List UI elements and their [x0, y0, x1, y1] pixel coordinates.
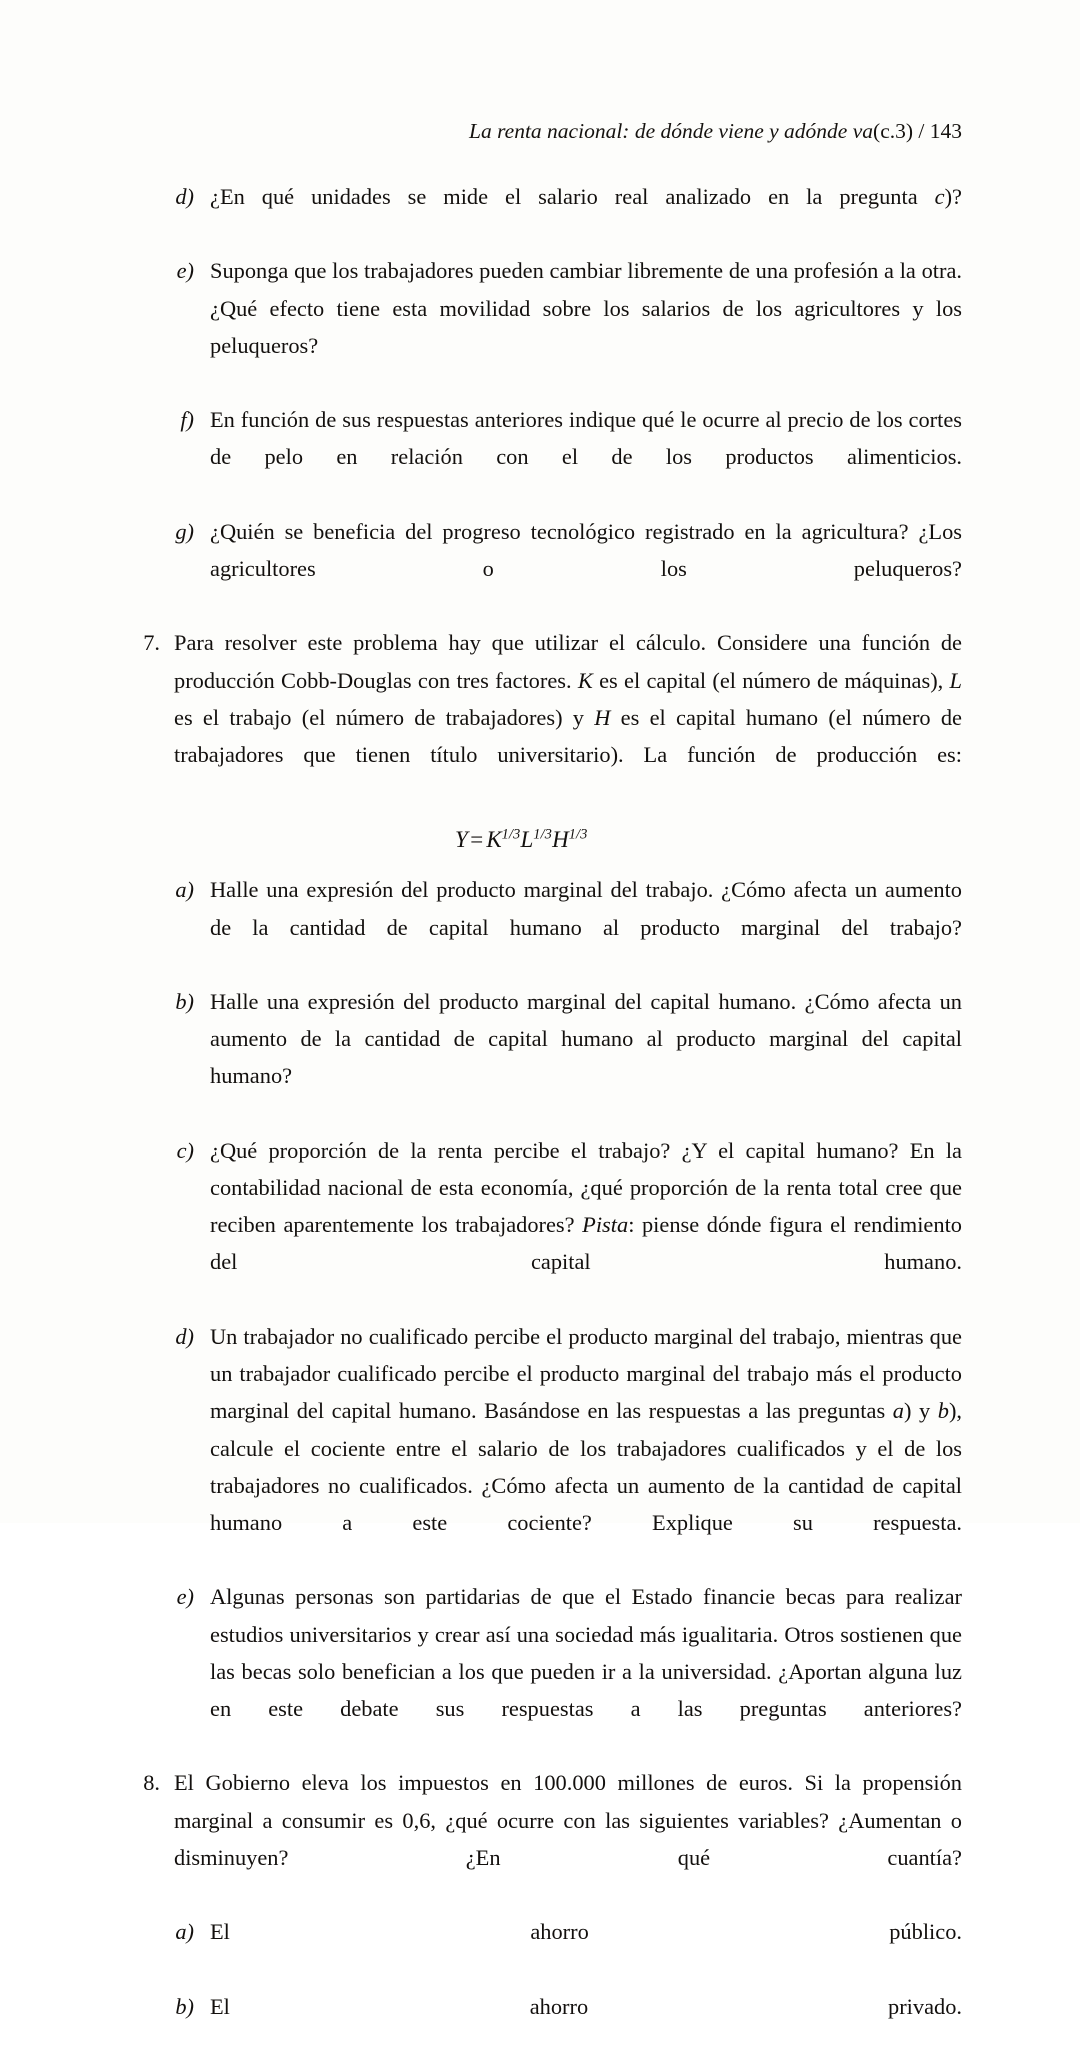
inline-reference: a — [892, 1398, 904, 1424]
item-text-part: es el capital (el número de máquinas), — [592, 667, 950, 693]
list-item-text-part: ) y — [903, 1398, 938, 1424]
variable-l: L — [949, 667, 962, 693]
list-item — [118, 1132, 962, 1318]
formula-term-l: L — [520, 827, 534, 853]
list-marker: 7. — [143, 630, 160, 656]
list-marker: 8. — [143, 1770, 160, 1796]
list-marker: f) — [180, 407, 194, 433]
formula-lhs: Y — [455, 827, 468, 853]
list-item-text — [210, 1132, 962, 1318]
list-item-text-part: Un trabajador no cualificado percibe el producto marginal del trabajo, mientras que un trabajador cualificado percibe el producto marginal del trabajo más el producto marginal del capital humano. Basándose en las respuestas a las preguntas — [210, 1323, 962, 1424]
list-item — [118, 513, 962, 625]
list-item — [118, 1988, 962, 2062]
list-item-text: ¿Quién se beneficia del progreso tecnológico registrado en la agricultura? ¿Los agricultores o los peluqueros? — [210, 518, 962, 582]
list-marker: b) — [175, 989, 194, 1015]
list-item-text: En función de sus respuestas anteriores indique qué le ocurre al precio de los cortes de pelo en relación con el de los productos alimenticios. — [210, 407, 962, 470]
list-marker: e) — [176, 258, 194, 284]
inline-reference: b — [937, 1398, 949, 1424]
item-text-part: es el trabajo (el número de trabajadores) y — [174, 704, 595, 730]
list-item-text-part: ), calcule el cociente entre el salario de los trabajadores cualificados y el de los trabajadores no cualificados. ¿Cómo afecta un aumento de la cantidad de capital humano a este cociente? Explique su respuesta. — [210, 1398, 962, 1535]
list-item-text: Suponga que los trabajadores pueden cambiar libremente de una profesión a la otra. ¿Qué efecto tiene esta movilidad sobre los salarios de los agricultores y los peluqueros? — [210, 258, 962, 358]
list-marker: g) — [175, 518, 194, 544]
list-item — [118, 871, 962, 983]
list-item — [118, 178, 962, 252]
list-item-text: Halle una expresión del producto marginal del trabajo. ¿Cómo afecta un aumento de la cantidad de capital humano al producto marginal del trabajo? — [210, 877, 962, 940]
list-item — [118, 1913, 962, 1987]
list-item-text-part: : piense dónde figura el rendimiento del capital humano. — [210, 1212, 962, 1275]
running-head — [118, 118, 962, 145]
list-item-text: Halle una expresión del producto marginal del capital humano. ¿Cómo afecta un aumento de la cantidad de capital humano al producto marginal del capital humano? — [210, 989, 962, 1089]
list-item-text-part: )? — [944, 184, 962, 209]
running-head-folio: (c.3) / 143 — [873, 119, 962, 143]
list-marker: c) — [176, 1137, 194, 1163]
list-item — [118, 1318, 962, 1578]
formula-term-h: H — [552, 827, 569, 853]
hint-label: Pista — [582, 1212, 629, 1238]
running-head-title: La renta nacional: de dónde viene y adónde va — [469, 119, 874, 143]
list-marker: e) — [176, 1584, 194, 1610]
list-item-text-part: ¿Qué proporción de la renta percibe el trabajo? ¿Y el capital humano? En la contabilidad nacional de esta economía, ¿qué proporción de la renta total cree que reciben aparentemente los trabajadores? — [210, 1137, 962, 1238]
list-marker: a) — [175, 877, 194, 903]
list-item-text: Algunas personas son partidarias de que el Estado financie becas para realizar estudios universitarios y crear así una sociedad más igualitaria. Otros sostienen que las becas solo benefician a los que pueden ir a la universidad. ¿Aportan alguna luz en este debate sus respuestas a las preguntas anteriores? — [210, 1584, 962, 1721]
list-marker: d) — [175, 1323, 194, 1349]
numbered-item-text: El Gobierno eleva los impuestos en 100.000 millones de euros. Si la propensión marginal a consumir es 0,6, ¿qué ocurre con las siguientes variables? ¿Aumentan o disminuyen? ¿En qué cuantía? — [174, 1770, 962, 1870]
list-item — [118, 252, 962, 401]
numbered-item-text — [174, 624, 962, 810]
list-item — [118, 401, 962, 513]
list-item — [118, 1578, 962, 1764]
list-item-text: El ahorro público. — [210, 1919, 962, 1945]
inline-reference: c — [934, 184, 945, 209]
item-text-part: Para resolver este problema hay que utilizar el cálculo. Considere una función de producción Cobb-Douglas con tres factores. — [174, 630, 962, 693]
list-marker: b) — [175, 1993, 194, 2019]
formula-exp-l: 1/3 — [533, 826, 553, 843]
item-text-part: es el capital humano (el número de trabajadores que tienen título universitario). La función de producción es: — [174, 704, 962, 768]
list-marker: a) — [175, 1919, 194, 1945]
formula-exp-h: 1/3 — [568, 826, 588, 843]
list-item — [118, 983, 962, 1132]
list-item-text — [210, 1318, 962, 1578]
page-body — [118, 178, 962, 2062]
display-formula — [118, 823, 962, 857]
formula-exp-k: 1/3 — [501, 826, 521, 843]
list-item-text — [210, 178, 962, 252]
numbered-item-7 — [118, 624, 962, 810]
list-marker: d) — [175, 184, 194, 209]
formula-equals: = — [468, 827, 485, 853]
variable-h: H — [594, 704, 611, 730]
list-item-text: El ahorro privado. — [210, 1993, 962, 2019]
formula-term-k: K — [486, 827, 502, 853]
variable-k: K — [577, 667, 593, 693]
numbered-item-8 — [118, 1764, 962, 1913]
list-item-text-part: ¿En qué unidades se mide el salario real analizado en la pregunta — [210, 184, 935, 209]
